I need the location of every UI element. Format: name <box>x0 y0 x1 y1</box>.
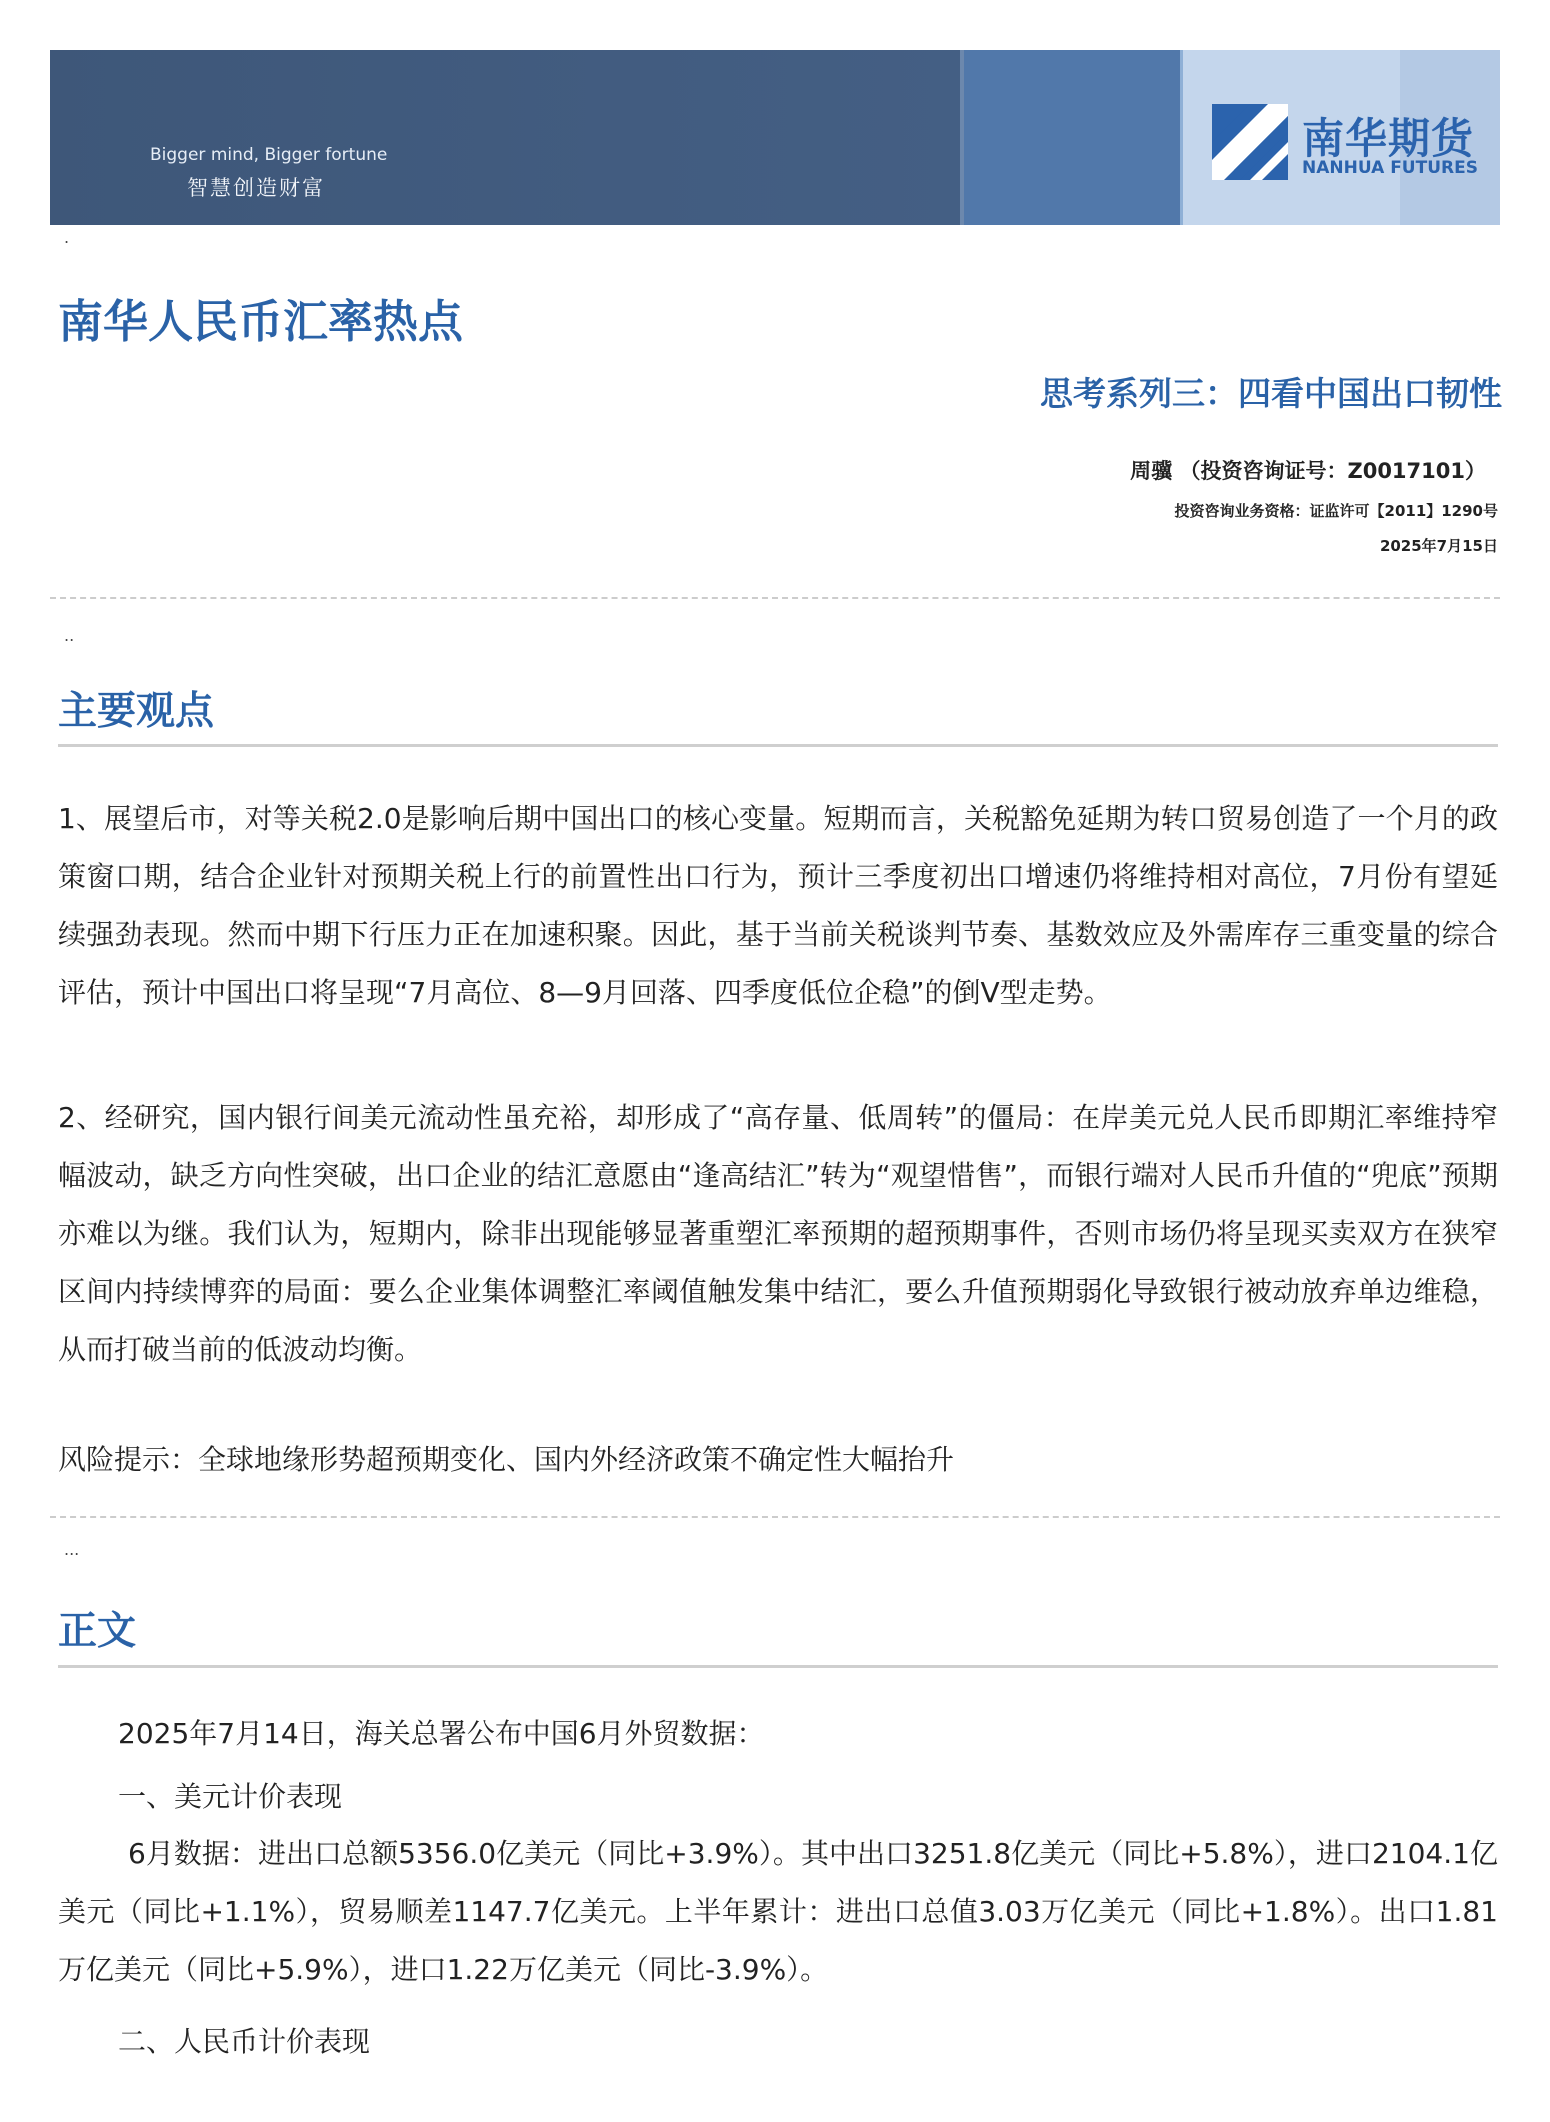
report-qualification: 投资咨询业务资格：证监许可【2011】1290号 <box>1174 502 1498 520</box>
section-rule <box>58 1665 1498 1668</box>
slogan-chinese: 智慧创造财富 <box>187 176 325 200</box>
header-banner <box>50 50 1500 225</box>
body-section-1-title: 一、美元计价表现 <box>118 1780 343 1813</box>
body-intro: 2025年7月14日，海关总署公布中国6月外贸数据： <box>118 1717 765 1750</box>
report-subtitle: 思考系列三：四看中国出口韧性 <box>1040 374 1502 413</box>
body-section-1-text: 6月数据：进出口总额5356.0亿美元（同比+3.9%）。其中出口3251.8亿美元（同比+5.8%），进口2104.1亿美元（同比+1.1%），贸易顺差1147.7亿美元。上半年累计：进出口总值3.03万亿美元（同比+1.8%）。出口1.81万亿美元（同比+5.9%），进口1.22万亿美元（同比-3.9%）。 <box>58 1837 1498 1986</box>
dashed-divider <box>50 597 1500 599</box>
dashed-divider <box>50 1516 1500 1518</box>
key-point-1: 1、展望后市，对等关税2.0是影响后期中国出口的核心变量。短期而言，关税豁免延期为转口贸易创造了一个月的政策窗口期，结合企业针对预期关税上行的前置性出口行为，预计三季度初出口增速仍将维持相对高位，7月份有望延续强劲表现。然而中期下行压力正在加速积聚。因此，基于当前关税谈判节奏、基数效应及外需库存三重变量的综合评估，预计中国出口将呈现“7月高位、8—9月回落、四季度低位企稳”的倒V型走势。 <box>58 802 1498 1009</box>
slogan-english: Bigger mind, Bigger fortune <box>150 145 388 165</box>
report-date: 2025年7月15日 <box>1379 537 1498 555</box>
risk-warning: 风险提示：全球地缘形势超预期变化、国内外经济政策不确定性大幅抬升 <box>58 1443 955 1476</box>
body-section-2-title: 二、人民币计价表现 <box>118 2025 371 2058</box>
nanhua-logo <box>1210 102 1490 182</box>
section-heading-key-points: 主要观点 <box>58 689 215 734</box>
logo-text-english: NANHUA FUTURES <box>1302 158 1478 178</box>
report-author: 周骥 （投资咨询证号：Z0017101） <box>1130 459 1486 483</box>
marker: ... <box>64 1540 80 1559</box>
key-point-2: 2、经研究，国内银行间美元流动性虽充裕，却形成了“高存量、低周转”的僵局：在岸美元兑人民币即期汇率维持窄幅波动，缺乏方向性突破，出口企业的结汇意愿由“逢高结汇”转为“观望惜售”，而银行端对人民币升值的“兜底”预期亦难以为继。我们认为，短期内，除非出现能够显著重塑汇率预期的超预期事件，否则市场仍将呈现买卖双方在狭窄区间内持续博弈的局面：要么企业集体调整汇率阈值触发集中结汇，要么升值预期弱化导致银行被动放弃单边维稳，从而打破当前的低波动均衡。 <box>58 1101 1498 1366</box>
section-rule <box>58 744 1498 747</box>
marker: .. <box>64 626 75 645</box>
marker: . <box>64 228 70 247</box>
banner-mid-segment <box>964 50 1180 225</box>
section-heading-body: 正文 <box>58 1609 137 1654</box>
report-title: 南华人民币汇率热点 <box>58 295 464 348</box>
logo-text-chinese: 南华期货 <box>1302 114 1475 163</box>
nanhua-logo-icon <box>1210 102 1290 182</box>
